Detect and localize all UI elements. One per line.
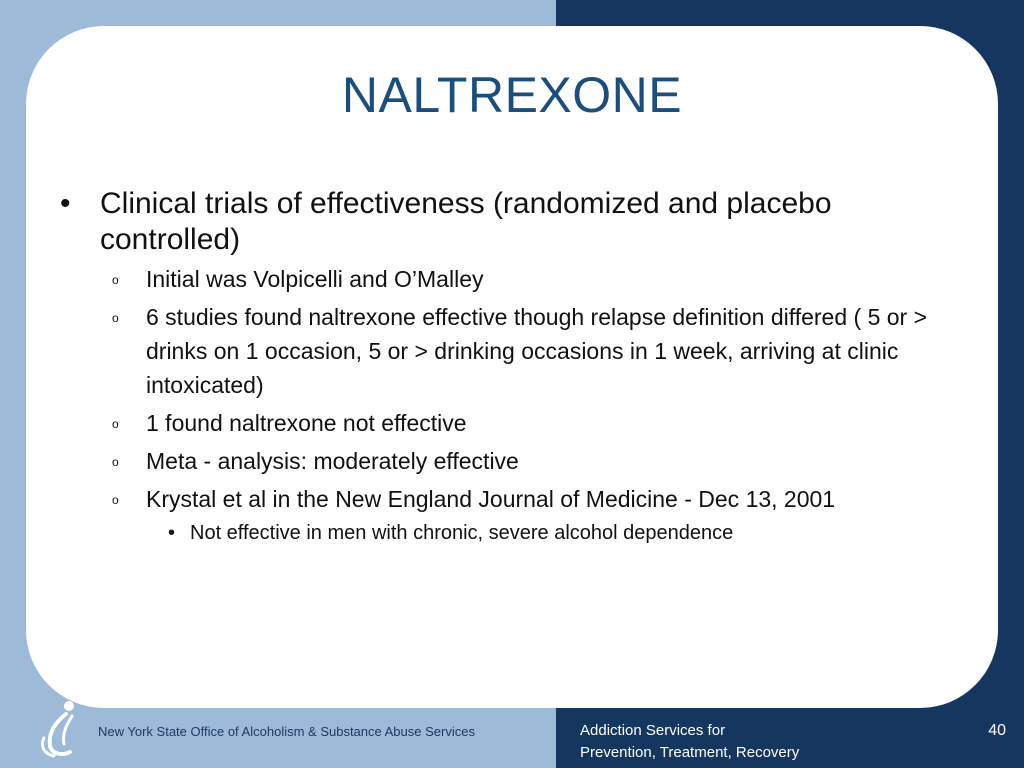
sub-bullet bbox=[60, 300, 946, 402]
footer-tagline bbox=[580, 720, 799, 764]
page-number: 40 bbox=[988, 722, 1006, 739]
bullet-circle-icon: o bbox=[112, 273, 119, 287]
sub-bullet-text: Meta - analysis: moderately effective bbox=[146, 448, 519, 474]
slide-content bbox=[60, 186, 960, 548]
sub-bullet-text: Krystal et al in the New England Journal of Medicine - Dec 13, 2001 bbox=[146, 486, 836, 512]
sub-bullet bbox=[60, 444, 946, 478]
bullet-main bbox=[60, 186, 960, 258]
slide-title: NALTREXONE bbox=[341, 67, 683, 123]
bullet-circle-icon: o bbox=[112, 493, 119, 507]
sub-bullet bbox=[60, 482, 946, 516]
sub-bullet-text: Initial was Volpicelli and O’Malley bbox=[146, 266, 484, 292]
footer-organization: New York State Office of Alcoholism & Substance Abuse Services bbox=[98, 724, 475, 739]
sub-bullet-text: 1 found naltrexone not effective bbox=[146, 410, 467, 436]
bullet-dot-icon: • bbox=[60, 187, 71, 220]
bullet-main-text: Clinical trials of effectiveness (randomized and placebo controlled) bbox=[100, 187, 832, 256]
sub-bullet-text: 6 studies found naltrexone effective though relapse definition differed ( 5 or > drinks on 1 occasion, 5 or > drinking occasions in 1 week, arriving at clinic intoxicated) bbox=[146, 304, 928, 398]
bullet-circle-icon: o bbox=[112, 417, 119, 431]
bullet-dot-icon: • bbox=[168, 522, 176, 544]
bullet-circle-icon: o bbox=[112, 311, 119, 325]
footer-tagline-line-1: Addiction Services for bbox=[580, 722, 726, 739]
sub-sub-bullet-text: Not effective in men with chronic, severe alcohol dependence bbox=[190, 522, 734, 544]
sub-bullet bbox=[60, 406, 946, 440]
footer-tagline-line-2: Prevention, Treatment, Recovery bbox=[580, 744, 800, 761]
sub-sub-bullet bbox=[60, 518, 960, 548]
bullet-circle-icon: o bbox=[112, 455, 119, 469]
oasas-figure-logo-icon bbox=[36, 698, 86, 758]
sub-bullet bbox=[60, 262, 946, 296]
